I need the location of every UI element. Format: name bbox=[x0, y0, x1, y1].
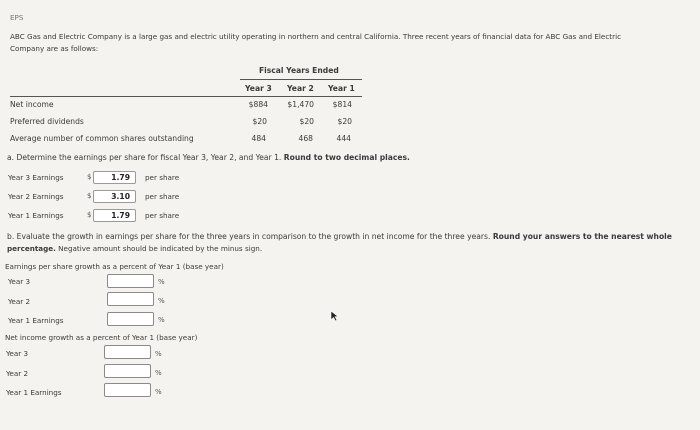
eps-year3-label: Year 3 Earnings bbox=[8, 173, 64, 182]
intro-line-1: ABC Gas and Electric Company is a large gas and electric utility operating in northern and central California. Three recent years of financial data for ABC Gas and Electric bbox=[10, 32, 622, 41]
intro-line-2: Company are as follows: bbox=[10, 44, 99, 53]
column-header-year3: Year 3 bbox=[245, 84, 272, 93]
unit-label: per share bbox=[145, 211, 180, 220]
table-cell: $20 bbox=[252, 117, 267, 126]
part-a-question-emphasis: Round to two decimal places. bbox=[283, 153, 410, 162]
percent-sign: % bbox=[155, 388, 162, 396]
eps-year2-label: Year 2 Earnings bbox=[8, 192, 64, 201]
percent-sign: % bbox=[158, 316, 165, 324]
table-cell: $1,470 bbox=[287, 100, 314, 109]
column-header-year2: Year 2 bbox=[287, 84, 314, 93]
page-title: EPS bbox=[10, 13, 24, 22]
part-b-emphasis-2: percentage. bbox=[7, 244, 56, 253]
table-cell: 444 bbox=[336, 134, 351, 143]
eps-growth-year2-input[interactable] bbox=[107, 292, 154, 306]
percent-sign: % bbox=[155, 350, 162, 358]
currency-symbol: $ bbox=[87, 211, 92, 219]
part-a-question-text: a. Determine the earnings per share for fiscal Year 3, Year 2, and Year 1. bbox=[7, 153, 282, 162]
eps-growth-year1-input[interactable] bbox=[107, 312, 154, 326]
percent-sign: % bbox=[158, 278, 165, 286]
table-cell: $20 bbox=[299, 117, 314, 126]
unit-label: per share bbox=[145, 173, 180, 182]
mouse-cursor-icon bbox=[330, 310, 339, 322]
ni-growth-title: Net income growth as a percent of Year 1 (base year) bbox=[5, 333, 198, 342]
currency-symbol: $ bbox=[87, 173, 92, 181]
table-column-divider bbox=[10, 96, 362, 97]
table-cell: 468 bbox=[298, 134, 313, 143]
table-cell: $884 bbox=[248, 100, 268, 109]
table-cell: $814 bbox=[332, 100, 352, 109]
eps-year2-input[interactable]: 3.10 bbox=[93, 190, 136, 203]
part-a-question bbox=[7, 153, 410, 162]
table-header-divider bbox=[240, 79, 362, 80]
part-b-question bbox=[7, 232, 672, 241]
eps-growth-year2-label: Year 2 bbox=[8, 297, 31, 306]
eps-growth-title: Earnings per share growth as a percent of Year 1 (base year) bbox=[5, 262, 224, 271]
currency-symbol: $ bbox=[87, 192, 92, 200]
table-cell: 484 bbox=[251, 134, 266, 143]
unit-label: per share bbox=[145, 192, 180, 201]
column-header-year1: Year 1 bbox=[328, 84, 355, 93]
table-group-header: Fiscal Years Ended bbox=[259, 66, 339, 75]
ni-growth-year1-label: Year 1 Earnings bbox=[6, 388, 62, 397]
eps-growth-year1-label: Year 1 Earnings bbox=[8, 316, 64, 325]
ni-growth-year3-input[interactable] bbox=[104, 345, 151, 359]
table-cell: $20 bbox=[337, 117, 352, 126]
table-row-label: Preferred dividends bbox=[10, 117, 84, 126]
part-b-question-line-2 bbox=[7, 244, 262, 253]
eps-growth-year3-label: Year 3 bbox=[8, 277, 31, 286]
ni-growth-year1-input[interactable] bbox=[104, 383, 151, 397]
part-b-question-text: b. Evaluate the growth in earnings per share for the three years in comparison to the growth in net income for the three years. bbox=[7, 232, 491, 241]
ni-growth-year2-label: Year 2 bbox=[6, 369, 29, 378]
percent-sign: % bbox=[158, 297, 165, 305]
table-row-label: Average number of common shares outstanding bbox=[10, 134, 194, 143]
table-row-label: Net income bbox=[10, 100, 54, 109]
part-b-question-emphasis: Round your answers to the nearest whole bbox=[492, 232, 672, 241]
ni-growth-year2-input[interactable] bbox=[104, 364, 151, 378]
eps-year1-input[interactable]: 1.79 bbox=[93, 209, 136, 222]
eps-growth-year3-input[interactable] bbox=[107, 274, 154, 288]
eps-year1-label: Year 1 Earnings bbox=[8, 211, 64, 220]
eps-year3-input[interactable]: 1.79 bbox=[93, 171, 136, 184]
ni-growth-year3-label: Year 3 bbox=[6, 349, 29, 358]
percent-sign: % bbox=[155, 369, 162, 377]
part-b-note: Negative amount should be indicated by the minus sign. bbox=[58, 244, 263, 253]
